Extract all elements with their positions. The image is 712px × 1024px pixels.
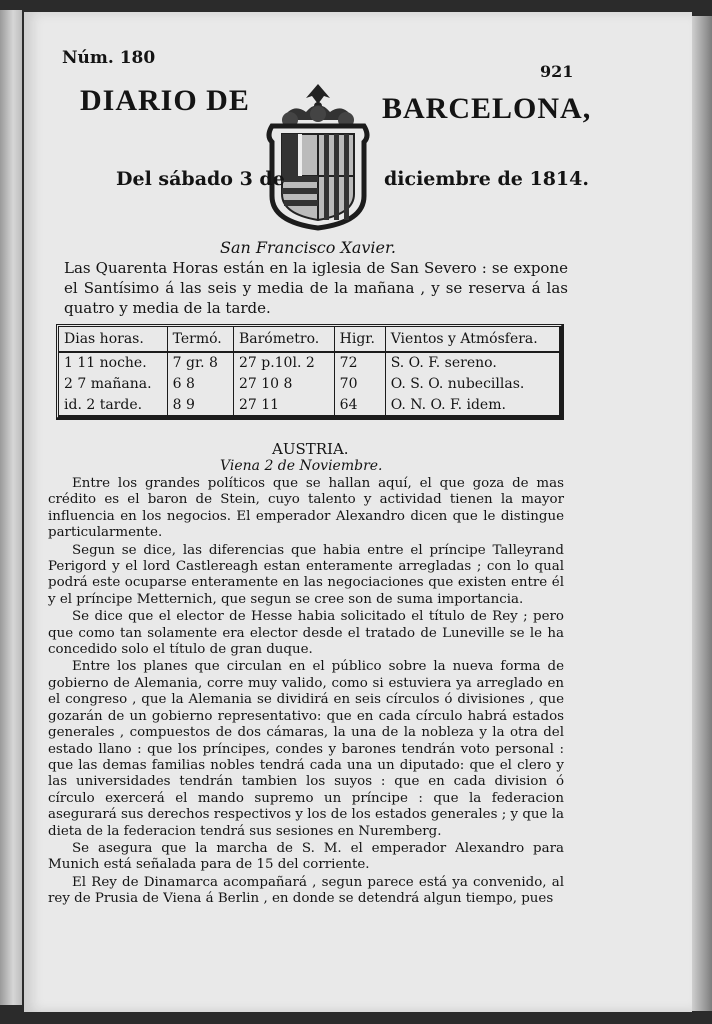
article-paragraph: Se asegura que la marcha de S. M. el emperador Alexandro para Munich está señalada para de 15 del corriente. <box>48 840 564 873</box>
article-body <box>48 476 564 909</box>
article-paragraph: Entre los planes que circulan en el público sobre la nueva forma de gobierno de Alemania, corre muy valido, como si estuviera ya arreglado en el congreso , que la Alemania se dividirá en seis círculos ó divisiones , que gozarán de un gobierno representativo: que en cada círculo habrá estados generales , compuestos de dos cámaras, la una de la nobleza y la otra del estado llano : que los príncipes, condes y barones tendrán voto personal : que las demas familias nobles tendrá cada una un diputado: que el clero y las universidades tendrán tambien los suyos : que en cada division ó círculo exercerá el mando supremo un príncipe : que la federacion asegurará sus derechos respectivos y los de los estados generales ; y que la dieta de la federacion tendrá sus sesiones en Nuremberg. <box>48 659 564 839</box>
weather-header-row <box>59 327 559 352</box>
weather-thermo: 6 8 <box>167 374 233 395</box>
page-number: 921 <box>540 62 574 81</box>
weather-header-cell: Termó. <box>167 327 233 352</box>
section-heading: AUSTRIA. <box>272 440 349 458</box>
weather-time: id. 2 tarde. <box>59 394 167 415</box>
weather-row <box>59 352 559 374</box>
weather-wind: O. S. O. nubecillas. <box>390 376 525 393</box>
weather-row <box>59 374 559 395</box>
article-paragraph: Segun se dice, las diferencias que habia entre el príncipe Talleyrand Perigord y el lord Castlereagh estan enteramente arregladas ; con lo qual podrá este ocuparse enteramente en las negociaciones que existen entre él y el príncipe Metternich, que segun se cree son de suma importancia. <box>48 542 564 607</box>
weather-hygro: 64 <box>334 394 385 415</box>
weather-hygro: 70 <box>334 374 385 395</box>
weather-header-cell: Barómetro. <box>233 327 334 352</box>
book-left-edge <box>0 10 22 1005</box>
masthead-left: DIARIO DE <box>80 84 250 117</box>
date-right: diciembre de 1814. <box>384 168 589 190</box>
weather-table <box>56 324 564 420</box>
weather-baro: 27 11 <box>233 394 334 415</box>
newspaper-page <box>24 12 692 1012</box>
weather-header-cell: Vientos y Atmósfera. <box>385 327 559 352</box>
weather-wind: O. N. O. F. idem. <box>390 396 506 413</box>
weather-header-cell: Dias horas. <box>59 327 167 352</box>
weather-wind: S. O. F. sereno. <box>390 355 497 372</box>
weather-thermo: 7 gr. 8 <box>167 352 233 374</box>
weather-time: 1 11 noche. <box>59 352 167 374</box>
article-paragraph: El Rey de Dinamarca acompañará , segun parece está ya convenido, al rey de Prusia de Viena á Berlin , en donde se detendrá algun tiempo, pues <box>48 874 564 907</box>
weather-header-cell: Higr. <box>334 327 385 352</box>
weather-hygro: 72 <box>334 352 385 374</box>
saint-of-day: San Francisco Xavier. <box>220 238 396 257</box>
weather-baro: 27 10 8 <box>233 374 334 395</box>
masthead-right: BARCELONA, <box>382 92 592 125</box>
date-left: Del sábado 3 de <box>116 168 285 190</box>
article-paragraph: Entre los grandes políticos que se hallan aquí, el que goza de mas crédito es el baron de Stein, cuyo talento y actividad tienen la mayor influencia en los negocios. El emperador Alexandro dicen que le distingue particularmente. <box>48 476 564 541</box>
book-right-edge <box>692 16 712 1011</box>
quarenta-horas-text: Las Quarenta Horas están en la iglesia de San Severo : se expone el Santísimo á las seis y media de la mañana , y se reserva á las quatro y media de la tarde. <box>64 259 568 317</box>
article-paragraph: Se dice que el elector de Hesse habia solicitado el título de Rey ; pero que como tan solamente era elector desde el tratado de Luneville se le ha concedido solo el título de gran duque. <box>48 609 564 658</box>
weather-thermo: 8 9 <box>167 394 233 415</box>
barcelona-coat-of-arms <box>262 76 374 232</box>
quarenta-horas-notice <box>64 258 568 318</box>
weather-baro: 27 p.10l. 2 <box>233 352 334 374</box>
issue-number: Núm. 180 <box>62 48 156 68</box>
weather-row <box>59 394 559 415</box>
article-dateline: Viena 2 de Noviembre. <box>220 458 383 474</box>
weather-time: 2 7 mañana. <box>59 374 167 395</box>
